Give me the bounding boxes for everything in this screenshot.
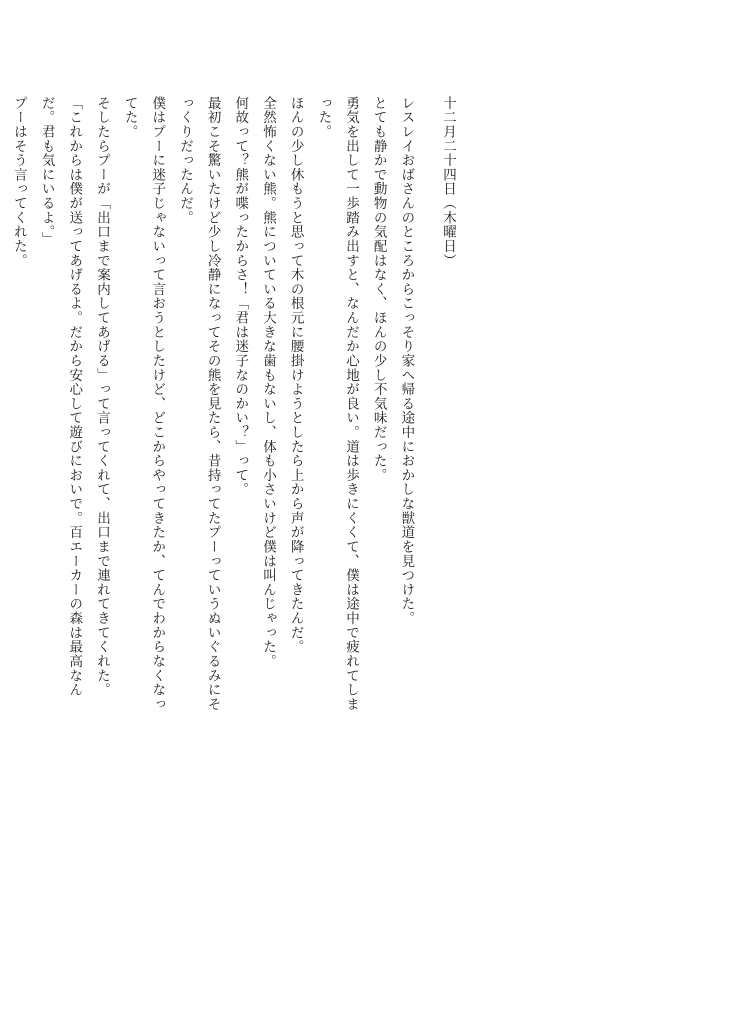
diary-paragraph: 僕はプーに迷子じゃないって言おうとしたけど、どこからやってきたか、てんでわからなくなってた。 <box>122 96 166 712</box>
diary-paragraph: 「これからは僕が送ってあげるよ。だから安心して遊びにおいで。百エーカーの森は最高なんだ。君も気にいるよ。」 <box>39 96 83 698</box>
diary-paragraph: 最初こそ驚いたけど少し冷静になってその熊を見たら、昔持ってたプーっていうぬいぐるみにそっくりだったんだ。 <box>177 96 221 712</box>
diary-paragraph: とても静かで動物の気配はなく、ほんの少し不気味だった。 <box>371 96 387 483</box>
diary-paragraph <box>0 96 5 716</box>
diary-paragraph: レスレイおばさんのところからこっそり家へ帰る途中におかしな獣道を見つけた。 <box>399 96 415 626</box>
diary-paragraph: 全然怖くない熊。熊についている大きな歯もないし、体も小さいけど僕は叫んじゃった。 <box>260 96 276 669</box>
diary-paragraph: プーはそう言ってくれた。 <box>11 96 27 268</box>
diary-paragraph: そしたらプーが「出口まで案内してあげる」って言ってくれて、出口まで連れてきてくれた。 <box>94 96 110 698</box>
diary-paragraph: ほんの少し休もうと思って木の根元に腰掛けようとしたら上から声が降ってきたんだ。 <box>288 96 304 655</box>
diary-body <box>0 96 420 716</box>
diary-paragraph: 何故って？熊が喋ったからさ！「君は迷子なのかい？」って。 <box>233 96 249 497</box>
diary-date-heading: 十二月二十四日（木曜日） <box>441 96 456 268</box>
vertical-text-block <box>11 96 462 716</box>
diary-paragraph: 勇気を出して一歩踏み出すと、なんだか心地が良い。道は歩きにくくて、僕は途中で疲れてしまった。 <box>316 96 359 712</box>
